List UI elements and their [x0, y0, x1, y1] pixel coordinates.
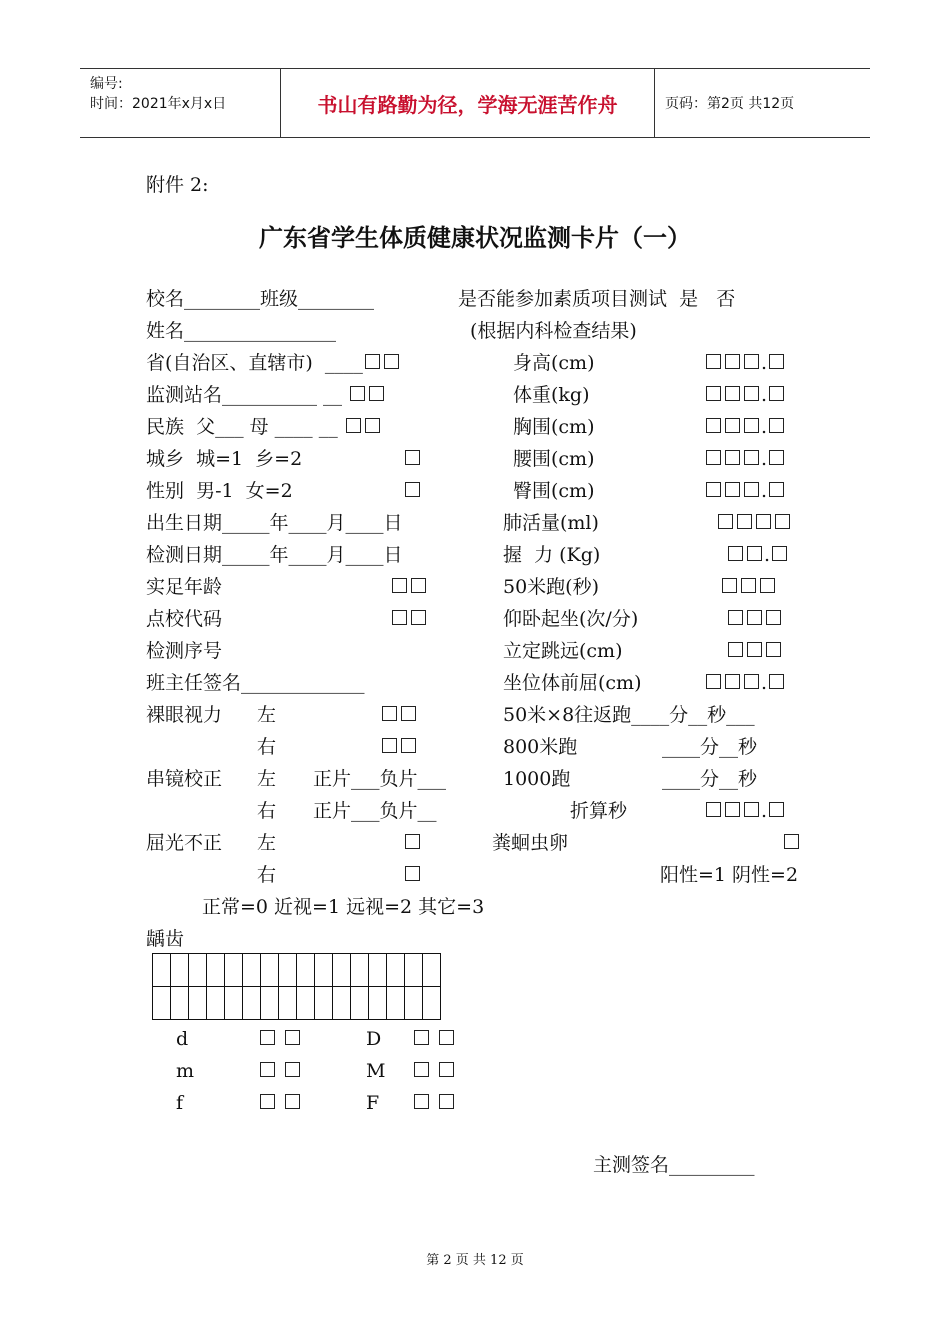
name-field: 姓名________________: [146, 320, 337, 342]
caries-F-boxes: [412, 1094, 456, 1113]
corrected-label: 串镜校正: [146, 768, 223, 790]
school-code-field: 点校代码: [146, 608, 223, 630]
vision-right-label: 右: [257, 736, 277, 758]
caries-D-boxes: [412, 1030, 456, 1049]
age-field: 实足年龄: [146, 576, 223, 598]
caries-d-label: d: [176, 1028, 189, 1050]
urban-field: 城乡 城=1 乡=2: [146, 448, 303, 470]
vision-right-boxes: [380, 738, 418, 757]
serial-field: 检测序号: [146, 640, 223, 662]
run1000-label: 1000跑: [503, 768, 571, 790]
caries-grid: [152, 953, 441, 1020]
refraction-right-label: 右: [257, 864, 277, 886]
ethnicity-field: 民族 父___ 母 ____ __: [146, 418, 382, 437]
refraction-right-box: [403, 866, 422, 885]
waist-label: 腰围(cm): [513, 448, 595, 470]
refraction-left-box: [403, 834, 422, 853]
station-field: 监测站名__________ __: [146, 386, 386, 405]
urban-box: [403, 450, 422, 469]
vision-left-label: 左: [257, 704, 277, 726]
vital-boxes: [716, 514, 792, 533]
shuttle-field: 50米×8往返跑____分__秒___: [503, 704, 755, 726]
page-info: 页码：第2页 共12页: [665, 96, 795, 112]
refraction-label: 屈光不正: [146, 832, 223, 854]
basis-note: (根据内科检查结果): [470, 320, 637, 342]
page-header: [80, 68, 870, 138]
corrected-left-label: 左: [257, 768, 277, 790]
vision-left-boxes: [380, 706, 418, 725]
gender-field: 性别 男-1 女=2: [146, 480, 293, 502]
jump-label: 立定跳远(cm): [503, 640, 623, 662]
vision-label: 裸眼视力: [146, 704, 223, 726]
height-label: 身高(cm): [513, 352, 595, 374]
chest-label: 胸围(cm): [513, 416, 595, 438]
caries-F-label: F: [366, 1092, 380, 1114]
header-meta: [80, 69, 280, 137]
caries-label: 龋齿: [146, 928, 185, 950]
province-field: 省(自治区、直辖市) ____: [146, 354, 401, 373]
table-row: [153, 954, 441, 987]
situp-label: 仰卧起坐(次/分): [503, 608, 639, 630]
run50-boxes: [720, 578, 777, 597]
weight-boxes: .: [704, 386, 786, 405]
age-boxes: [390, 578, 428, 597]
gender-box: [403, 482, 422, 501]
eligible-field: 是否能参加素质项目测试 是 否: [458, 288, 736, 310]
run1000-time: ____分__秒: [662, 768, 758, 790]
school-field: 校名________班级________: [146, 288, 375, 310]
grip-label: 握 力 (Kg): [503, 544, 601, 566]
corrected-right-field: 正片___负片__: [313, 800, 437, 822]
table-row: [153, 987, 441, 1020]
convert-label: 折算秒: [570, 800, 628, 822]
roundworm-legend: 阳性=1 阴性=2: [660, 864, 799, 886]
run50-label: 50米跑(秒): [503, 576, 600, 598]
caries-f-boxes: [258, 1094, 302, 1113]
vital-label: 肺活量(ml): [503, 512, 599, 534]
caries-f-label: f: [176, 1092, 184, 1114]
test-date-field: 检测日期_____年____月____日: [146, 544, 403, 566]
time-label: 时间：2021年x月x日: [90, 96, 227, 112]
examiner-signature: 主测签名_________: [593, 1154, 755, 1176]
caries-m-label: m: [176, 1060, 195, 1082]
caries-M-label: M: [366, 1060, 386, 1082]
sitreach-boxes: .: [704, 674, 786, 693]
grip-boxes: .: [726, 546, 789, 565]
roundworm-box: [782, 834, 801, 853]
page-title: 广东省学生体质健康状况监测卡片（一）: [259, 224, 691, 252]
hip-boxes: .: [704, 482, 786, 501]
caries-m-boxes: [258, 1062, 302, 1081]
situp-boxes: [726, 610, 783, 629]
convert-boxes: .: [704, 802, 786, 821]
weight-label: 体重(kg): [513, 384, 590, 406]
height-boxes: .: [704, 354, 786, 373]
caries-M-boxes: [412, 1062, 456, 1081]
jump-boxes: [726, 642, 783, 661]
attachment-label: 附件 2:: [146, 174, 209, 196]
teacher-sign-field: 班主任签名_____________: [146, 672, 365, 694]
caries-d-boxes: [258, 1030, 302, 1049]
roundworm-label: 粪蛔虫卵: [492, 832, 569, 854]
sitreach-label: 坐位体前屈(cm): [503, 672, 642, 694]
corrected-left-field: 正片___负片___: [313, 768, 447, 790]
school-code-boxes: [390, 610, 428, 629]
page-footer: 第 2 页 共 12 页: [426, 1253, 524, 1268]
waist-boxes: .: [704, 450, 786, 469]
refraction-legend: 正常=0 近视=1 远视=2 其它=3: [202, 896, 485, 918]
refraction-left-label: 左: [257, 832, 277, 854]
motto: 书山有路勤为径，学海无涯苦作舟: [317, 92, 618, 117]
number-label: 编号:: [90, 76, 123, 92]
run800-time: ____分__秒: [662, 736, 758, 758]
corrected-right-label: 右: [257, 800, 277, 822]
run800-label: 800米跑: [503, 736, 578, 758]
caries-D-label: D: [366, 1028, 382, 1050]
birth-field: 出生日期_____年____月____日: [146, 512, 403, 534]
chest-boxes: .: [704, 418, 786, 437]
divider: [654, 69, 655, 137]
hip-label: 臀围(cm): [513, 480, 595, 502]
